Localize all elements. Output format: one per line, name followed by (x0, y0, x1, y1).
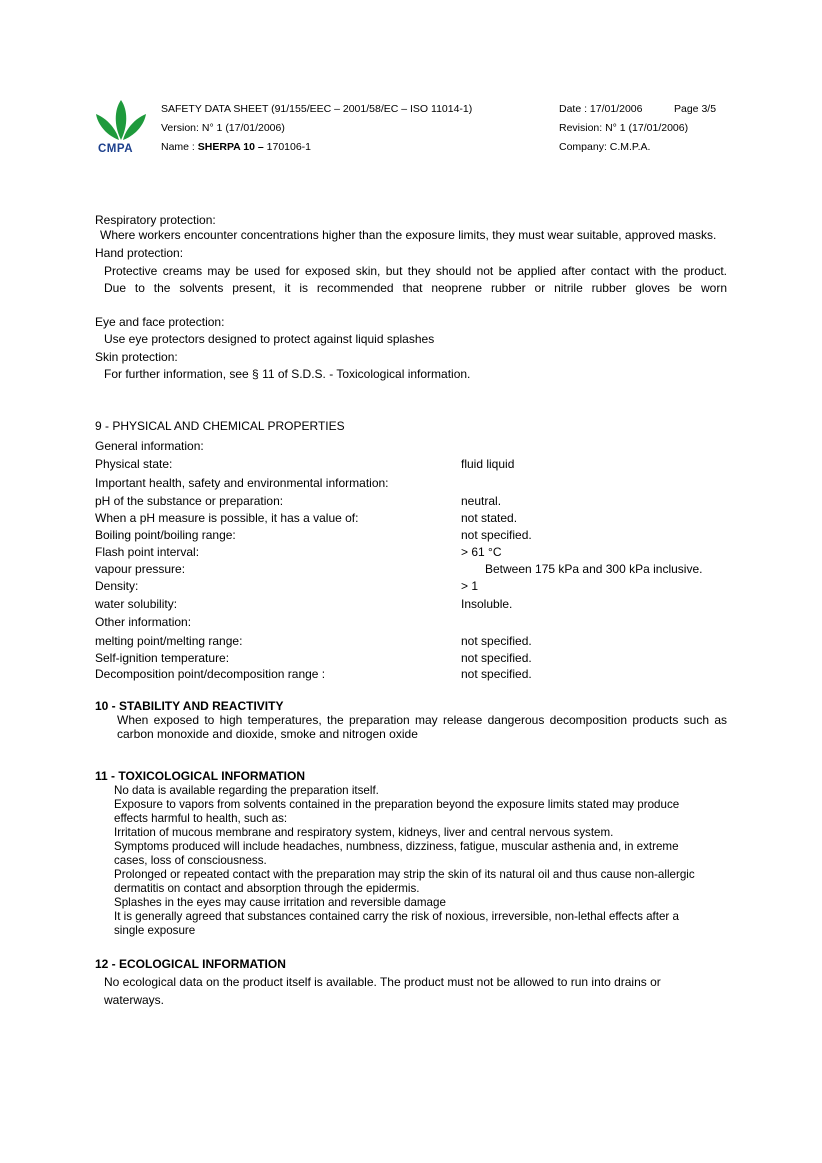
skin-protection-text: For further information, see § 11 of S.D.S. - Toxicological information. (104, 367, 471, 381)
property-label: melting point/melting range: (95, 634, 243, 648)
property-value: > 1 (461, 579, 479, 593)
text-line: Symptoms produced will include headaches, numbness, dizziness, fatigue, muscular asthenia and, in extreme (114, 840, 679, 853)
property-value: Insoluble. (461, 597, 513, 611)
text-line: It is generally agreed that substances contained carry the risk of noxious, irreversible, non-lethal effects after a (114, 910, 679, 923)
property-row (95, 545, 735, 562)
section-9-title: 9 - PHYSICAL AND CHEMICAL PROPERTIES (95, 419, 345, 433)
property-label: Boiling point/boiling range: (95, 528, 236, 542)
property-value: not stated. (461, 511, 518, 525)
property-value: > 61 °C (461, 545, 502, 559)
respiratory-protection-title: Respiratory protection: (95, 213, 216, 227)
document-date: Date : 17/01/2006 (559, 103, 643, 115)
property-label: Important health, safety and environmental information: (95, 476, 389, 490)
text-line: Splashes in the eyes may cause irritation and reversible damage (114, 896, 446, 909)
text-line: No data is available regarding the preparation itself. (114, 784, 379, 797)
eye-protection-text: Use eye protectors designed to protect against liquid splashes (104, 332, 435, 346)
section-11-title: 11 - TOXICOLOGICAL INFORMATION (95, 769, 306, 783)
property-label: Physical state: (95, 457, 173, 471)
text-line: effects harmful to health, such as: (114, 812, 288, 825)
hand-protection-line-1: Protective creams may be used for exposed skin, but they should not be applied after contact with the product. (104, 264, 727, 278)
property-row (95, 562, 735, 579)
product-name-code: 170106-1 (263, 141, 312, 153)
text-line: single exposure (114, 924, 196, 937)
property-row (95, 476, 735, 493)
property-row (95, 439, 735, 456)
property-label: pH of the substance or preparation: (95, 494, 284, 508)
property-label: water solubility: (95, 597, 178, 611)
property-row (95, 528, 735, 545)
property-value: not specified. (461, 667, 532, 681)
property-row (95, 615, 735, 632)
hand-protection-title: Hand protection: (95, 246, 184, 260)
property-value: not specified. (461, 651, 532, 665)
section-10-line-2: carbon monoxide and dioxide, smoke and nitrogen oxide (117, 727, 418, 741)
section-11-body (114, 784, 734, 938)
property-row (95, 667, 735, 684)
property-row (95, 579, 735, 596)
text-line: Irritation of mucous membrane and respiratory system, kidneys, liver and central nervous system. (114, 826, 614, 839)
property-label: Other information: (95, 615, 192, 629)
property-row (95, 511, 735, 528)
logo-text: CMPA (98, 143, 134, 155)
document-title: SAFETY DATA SHEET (91/155/EEC – 2001/58/EC – ISO 11014-1) (161, 103, 473, 115)
skin-protection-title: Skin protection: (95, 350, 178, 364)
section-10-title: 10 - STABILITY AND REACTIVITY (95, 699, 284, 713)
property-label: Decomposition point/decomposition range : (95, 667, 326, 681)
text-line: Prolonged or repeated contact with the preparation may strip the skin of its natural oil and thus cause non-allergic (114, 868, 695, 881)
property-value: fluid liquid (461, 457, 515, 471)
version-info: Version: N° 1 (17/01/2006) (161, 122, 285, 134)
property-value: not specified. (461, 634, 532, 648)
property-label: When a pH measure is possible, it has a value of: (95, 511, 359, 525)
property-value: not specified. (461, 528, 532, 542)
section-12-title: 12 - ECOLOGICAL INFORMATION (95, 957, 286, 971)
property-value: Between 175 kPa and 300 kPa inclusive. (485, 562, 703, 576)
text-line: cases, loss of consciousness. (114, 854, 267, 867)
company-info: Company: C.M.P.A. (559, 141, 651, 153)
property-label: Flash point interval: (95, 545, 200, 559)
product-name-prefix: Name : (161, 141, 198, 153)
revision-info: Revision: N° 1 (17/01/2006) (559, 122, 689, 134)
property-label: vapour pressure: (95, 562, 186, 576)
property-row (95, 457, 735, 474)
property-label: Density: (95, 579, 139, 593)
property-value: neutral. (461, 494, 502, 508)
cmpa-logo (94, 96, 148, 156)
text-line: Exposure to vapors from solvents contained in the preparation beyond the exposure limits stated may produce (114, 798, 680, 811)
section-12-line-2: waterways. (104, 993, 165, 1007)
respiratory-protection-text: Where workers encounter concentrations higher than the exposure limits, they must wear suitable, approved masks. (100, 228, 717, 242)
page-number: Page 3/5 (674, 103, 717, 115)
product-name-bold: SHERPA 10 – (197, 141, 264, 153)
property-row (95, 634, 735, 651)
hand-protection-line-2: Due to the solvents present, it is recommended that neoprene rubber or nitrile rubber gloves be worn (104, 281, 727, 295)
section-12-line-1: No ecological data on the product itself is available. The product must not be allowed to run into drains or (104, 975, 661, 989)
property-label: General information: (95, 439, 204, 453)
property-row (95, 494, 735, 511)
property-row (95, 651, 735, 668)
eye-protection-title: Eye and face protection: (95, 315, 225, 329)
text-line: dermatitis on contact and absorption through the epidermis. (114, 882, 420, 895)
section-10-line-1: When exposed to high temperatures, the preparation may release dangerous decomposition products such as (117, 713, 727, 727)
product-name (161, 138, 311, 157)
property-label: Self-ignition temperature: (95, 651, 230, 665)
property-row (95, 597, 735, 614)
